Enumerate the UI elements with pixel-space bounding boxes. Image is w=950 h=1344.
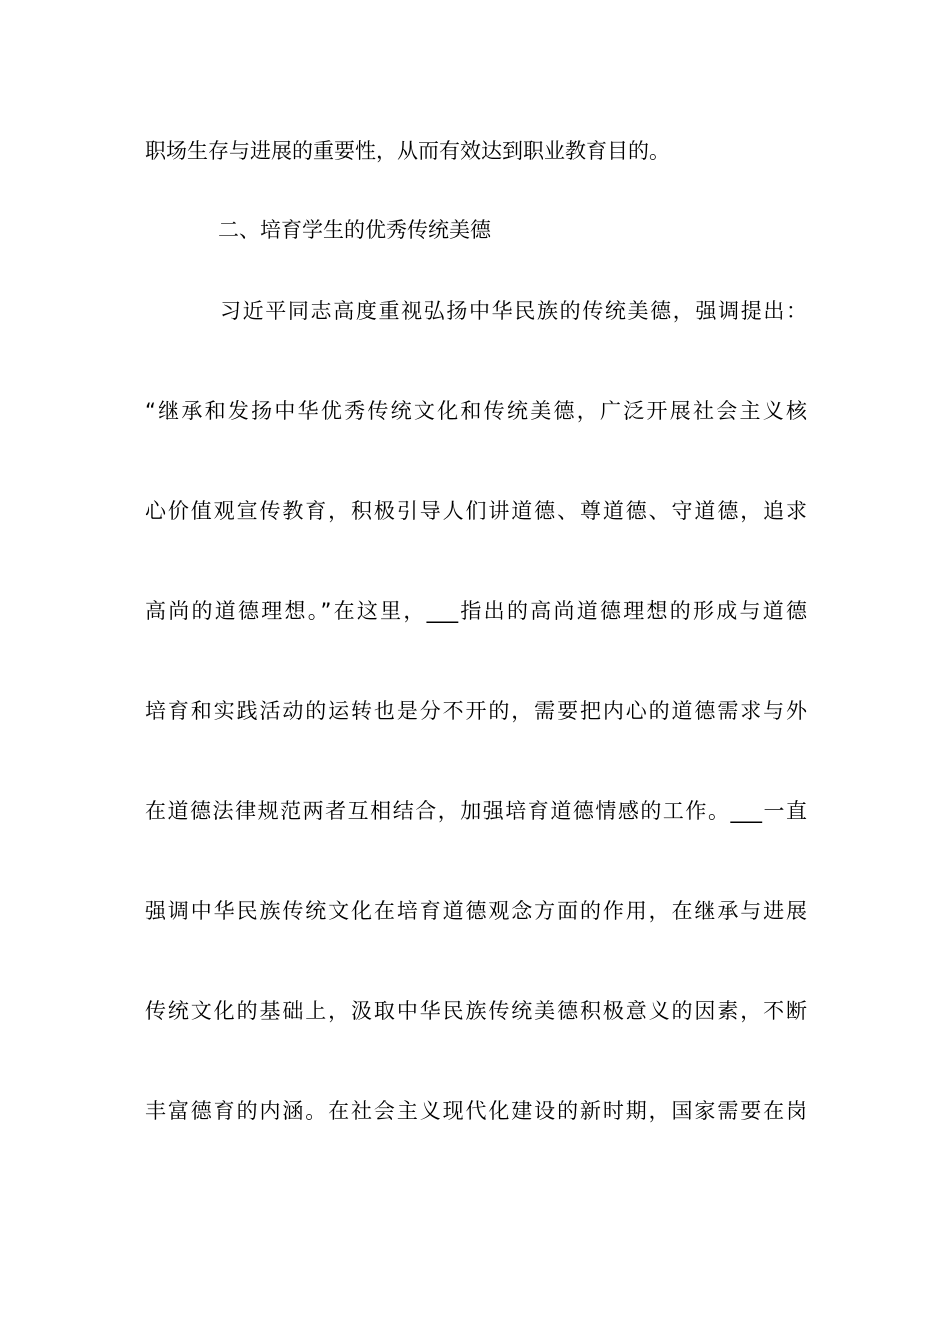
paragraph-line: 在道德法律规范两者互相结合，加强培育道德情感的工作。___一直 [145,799,807,823]
paragraph-line: 传统文化的基础上，汲取中华民族传统美德积极意义的因素，不断 [145,999,807,1023]
paragraph-line: 心价值观宣传教育，积极引导人们讲道德、尊道德、守道德，追求 [145,499,807,523]
paragraph-line: 习近平同志高度重视弘扬中华民族的传统美德，强调提出： [220,299,807,323]
paragraph-line: 丰富德育的内涵。在社会主义现代化建设的新时期，国家需要在岗 [145,1099,807,1123]
paragraph-line: “继承和发扬中华优秀传统文化和传统美德，广泛开展社会主义核 [145,399,807,423]
paragraph-line: 高尚的道德理想。”在这里，___指出的高尚道德理想的形成与道德 [145,599,807,623]
section-heading: 二、培育学生的优秀传统美德 [218,218,491,242]
paragraph-line: 职场生存与进展的重要性，从而有效达到职业教育目的。 [145,139,670,163]
paragraph-line: 培育和实践活动的运转也是分不开的，需要把内心的道德需求与外 [145,699,807,723]
paragraph-line: 强调中华民族传统文化在培育道德观念方面的作用，在继承与进展 [145,899,807,923]
